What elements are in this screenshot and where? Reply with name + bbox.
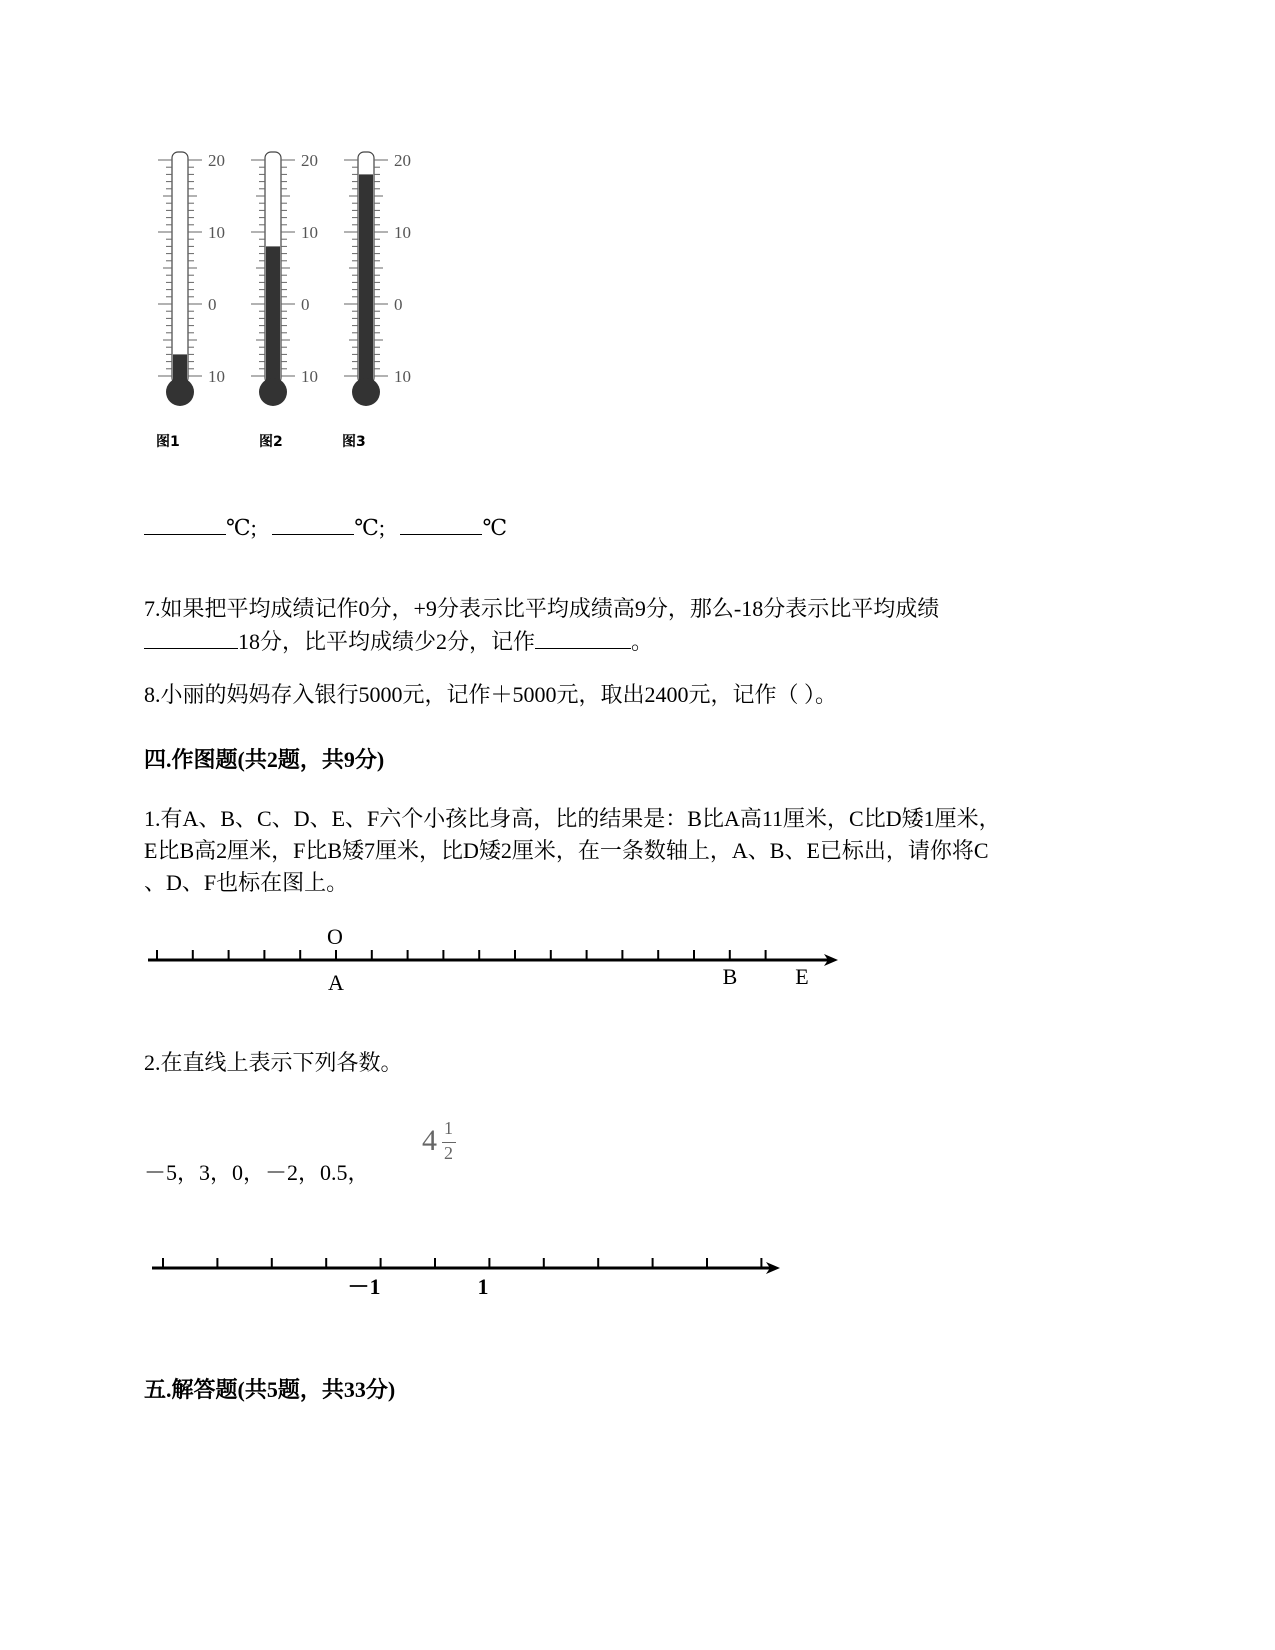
thermometer-figure (140, 140, 460, 470)
figure-label-1: 图1 (156, 434, 180, 450)
thermometer-3-bulb (352, 378, 380, 406)
answer-unit-1: ℃; (226, 515, 257, 540)
question-7-line-1: 7.如果把平均成绩记作0分，+9分表示比平均成绩高9分，那么-18分表示比平均成绩 (144, 596, 940, 621)
thermometer-answer-line (144, 512, 507, 543)
number-line-2[interactable] (140, 1250, 790, 1310)
thermometer-scale-label: 0 (208, 295, 217, 314)
thermometer-scale-label: 0 (301, 295, 310, 314)
thermometer-1-bulb (166, 378, 194, 406)
thermometer-3-mercury (359, 174, 373, 384)
mixed-number-whole: 4 (422, 1124, 437, 1157)
thermometer-scale-label: 0 (394, 295, 403, 314)
q7-text-end: 。 (631, 629, 654, 654)
q7-text-middle: 18分，比平均成绩少2分，记作 (238, 629, 536, 654)
figure-label-3: 图3 (342, 434, 366, 450)
thermometer-scale-label: 10 (394, 367, 411, 386)
thermometer-scale-label: 10 (208, 223, 225, 242)
q7-blank-2[interactable] (535, 626, 631, 649)
point-label-a: A (328, 970, 344, 995)
draw-q1-line-2: E比B高2厘米，F比B矮7厘米，比D矮2厘米，在一条数轴上，A、B、E已标出，请你将C (144, 838, 989, 863)
number-line-1[interactable] (140, 920, 850, 1000)
point-label-b: B (722, 964, 738, 989)
thermometer-scale-label: 20 (208, 151, 225, 170)
origin-label-o: O (327, 924, 343, 949)
answer-blank-2[interactable] (272, 512, 354, 535)
figure-label-2: 图2 (259, 434, 283, 450)
thermometer-scale-label: 10 (208, 367, 225, 386)
question-7-line-2 (144, 626, 653, 657)
answer-unit-2: ℃; (354, 515, 385, 540)
section-4-title: 四.作图题(共2题，共9分) (144, 747, 385, 772)
tick-label-1: 1 (477, 1274, 489, 1299)
section-5-title: 五.解答题(共5题，共33分) (144, 1377, 396, 1402)
thermometer-2-bulb (259, 378, 287, 406)
draw-q1-line-3: 、D、F也标在图上。 (144, 870, 349, 895)
mixed-number-denominator: 2 (444, 1143, 453, 1163)
answer-blank-1[interactable] (144, 512, 226, 535)
question-8: 8.小丽的妈妈存入银行5000元，记作＋5000元，取出2400元，记作（ ）。 (144, 682, 838, 707)
draw-q2-numbers: －5，3，0，－2，0.5， (144, 1160, 370, 1185)
mixed-number-numerator: 1 (444, 1118, 453, 1138)
thermometer-1-tube (172, 152, 188, 384)
thermometer-scale-label: 20 (301, 151, 318, 170)
thermometer-scale-label: 10 (301, 367, 318, 386)
tick-label-minus-1: －1 (347, 1274, 381, 1299)
draw-q1-line-1: 1.有A、B、C、D、E、F六个小孩比身高，比的结果是：B比A高11厘米，C比D矮1厘米， (144, 806, 1001, 831)
thermometer-2-mercury (266, 246, 280, 384)
thermometer-scale-label: 10 (394, 223, 411, 242)
q7-blank-1[interactable] (144, 626, 238, 649)
answer-unit-3: ℃ (482, 515, 508, 540)
answer-blank-3[interactable] (400, 512, 482, 535)
point-label-e: E (795, 964, 809, 989)
thermometer-scale-label: 10 (301, 223, 318, 242)
thermometer-scale-label: 20 (394, 151, 411, 170)
draw-q2-prompt: 2.在直线上表示下列各数。 (144, 1050, 403, 1075)
